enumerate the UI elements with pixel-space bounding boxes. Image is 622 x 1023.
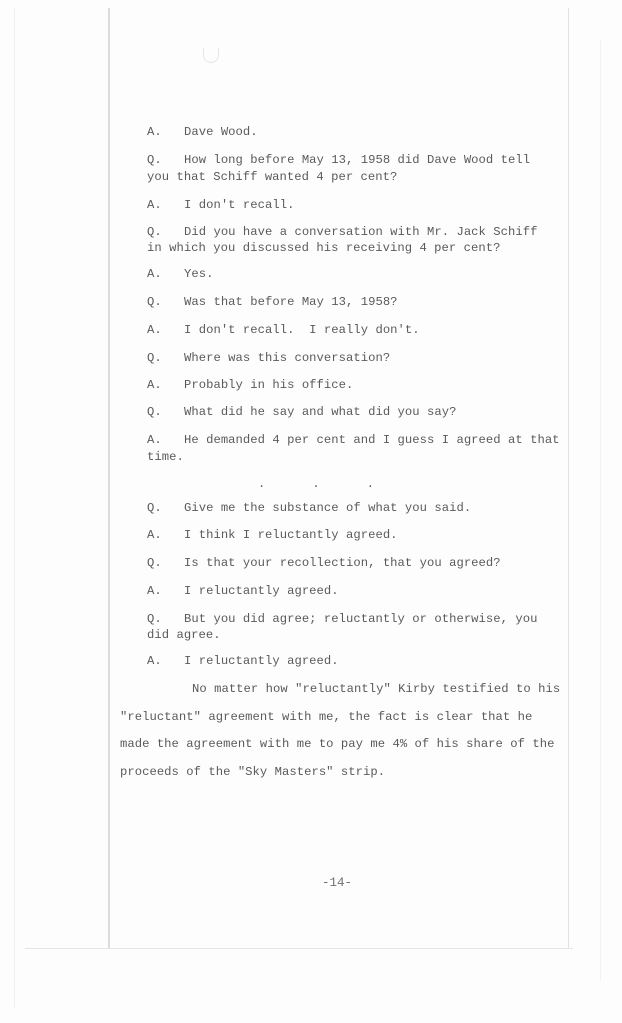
speaker-label: A. — [147, 323, 162, 337]
speaker-label: A. — [147, 433, 162, 447]
page-number: -14- — [322, 876, 353, 890]
ellipsis-break: . . . — [258, 477, 395, 491]
speaker-label: Q. — [147, 501, 162, 515]
entry-text: Probably in his office. — [184, 378, 354, 392]
transcript-entry — [147, 124, 258, 140]
speaker-label: Q. — [147, 612, 162, 626]
margin-rule-right — [568, 8, 569, 948]
speaker-label: A. — [147, 125, 162, 139]
entry-text: Is that your recollection, that you agreed? — [184, 556, 501, 570]
entry-text: I don't recall. — [184, 198, 295, 212]
transcript-entry — [147, 555, 501, 571]
scan-edge-left — [14, 8, 15, 1008]
transcript-entry — [147, 583, 339, 599]
entry-text-continued: in which you discussed his receiving 4 per cent? — [147, 241, 501, 255]
transcript-entry — [147, 500, 471, 516]
transcript-entry — [147, 377, 353, 393]
transcript-entry — [147, 653, 339, 669]
entry-text: I don't recall. I really don't. — [184, 323, 420, 337]
speaker-label: Q. — [147, 351, 162, 365]
entry-text: How long before May 13, 1958 did Dave Wood tell — [184, 153, 531, 167]
entry-text: Did you have a conversation with Mr. Jack Schiff — [184, 225, 538, 239]
paragraph-line: "reluctant" agreement with me, the fact is clear that he — [120, 710, 533, 724]
speaker-label: Q. — [147, 153, 162, 167]
entry-text: Yes. — [184, 267, 214, 281]
entry-text: He demanded 4 per cent and I guess I agreed at that — [184, 433, 560, 447]
entry-text-continued: did agree. — [147, 628, 221, 642]
transcript-entry — [147, 152, 530, 168]
speaker-label: Q. — [147, 225, 162, 239]
transcript-entry — [147, 404, 456, 420]
margin-rule-bottom — [25, 948, 573, 949]
entry-text-continued: time. — [147, 450, 184, 464]
speaker-label: Q. — [147, 405, 162, 419]
entry-text: I think I reluctantly agreed. — [184, 528, 398, 542]
transcript-entry — [147, 432, 560, 448]
transcript-entry — [147, 611, 537, 627]
transcript-entry — [147, 527, 398, 543]
speaker-label: Q. — [147, 295, 162, 309]
transcript-entry — [147, 266, 213, 282]
entry-text: But you did agree; reluctantly or otherwise, you — [184, 612, 538, 626]
transcript-entry — [147, 322, 420, 338]
entry-text: Dave Wood. — [184, 125, 258, 139]
entry-text: What did he say and what did you say? — [184, 405, 457, 419]
speaker-label: Q. — [147, 556, 162, 570]
speaker-label: A. — [147, 267, 162, 281]
entry-text-continued: you that Schiff wanted 4 per cent? — [147, 170, 398, 184]
paragraph-line: made the agreement with me to pay me 4% of his share of the — [120, 737, 555, 751]
paragraph-line: proceeds of the "Sky Masters" strip. — [120, 765, 386, 779]
scan-edge-right — [600, 40, 601, 980]
entry-text: I reluctantly agreed. — [184, 584, 339, 598]
entry-text: Where was this conversation? — [184, 351, 391, 365]
transcript-entry — [147, 294, 398, 310]
speaker-label: A. — [147, 584, 162, 598]
punch-hole-mark — [203, 48, 219, 63]
transcript-entry — [147, 224, 537, 240]
speaker-label: A. — [147, 528, 162, 542]
entry-text: Give me the substance of what you said. — [184, 501, 472, 515]
entry-text: I reluctantly agreed. — [184, 654, 339, 668]
speaker-label: A. — [147, 378, 162, 392]
paragraph-line: No matter how "reluctantly" Kirby testified to his — [192, 682, 561, 696]
speaker-label: A. — [147, 654, 162, 668]
entry-text: Was that before May 13, 1958? — [184, 295, 398, 309]
speaker-label: A. — [147, 198, 162, 212]
transcript-entry — [147, 197, 294, 213]
transcript-entry — [147, 350, 390, 366]
margin-rule-left — [108, 8, 110, 948]
